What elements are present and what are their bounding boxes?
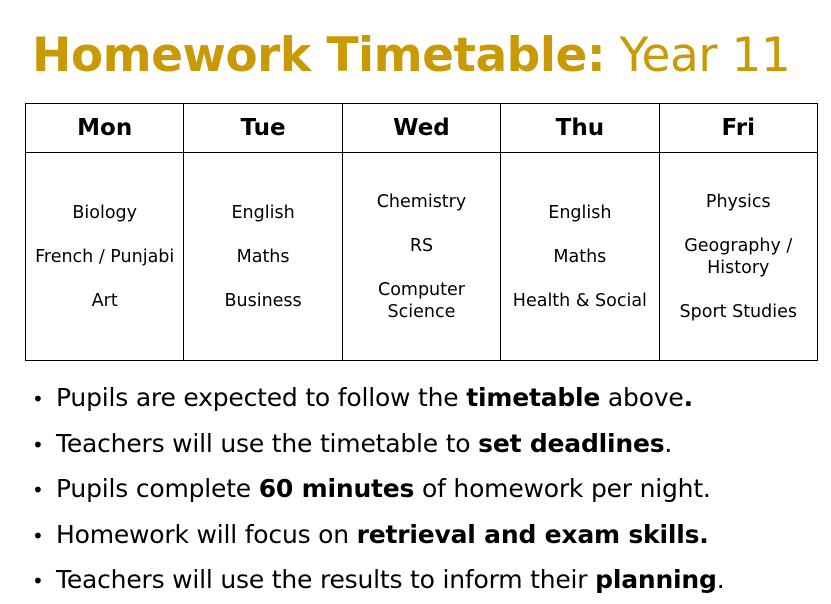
subject-item: Biology <box>72 202 137 223</box>
subject-item: French / Punjabi <box>35 246 175 267</box>
subject-item: Art <box>91 290 118 311</box>
rule-item <box>32 422 724 468</box>
subject-list <box>343 191 500 323</box>
homework-rules-list <box>32 376 724 604</box>
rule-text: Pupils complete <box>56 474 259 503</box>
rule-text: Pupils are expected to follow the <box>56 383 467 412</box>
subject-item: Chemistry <box>376 191 467 212</box>
subject-item: Business <box>224 290 302 311</box>
page-title <box>32 22 790 90</box>
rule-text-end: . <box>716 565 725 594</box>
subject-item: English <box>548 202 612 223</box>
day-header-wed: Wed <box>342 104 500 153</box>
title-year: Year 11 <box>605 28 791 83</box>
bullet-icon: • <box>32 387 44 411</box>
bullet-icon: • <box>32 523 44 548</box>
rule-item <box>32 513 724 559</box>
day-header-fri: Fri <box>659 104 817 153</box>
timetable-subject-row <box>26 153 818 361</box>
homework-timetable <box>25 103 818 361</box>
bullet-icon: • <box>32 432 44 457</box>
day-cell-wed <box>342 153 500 361</box>
subject-item: Physics <box>705 191 771 212</box>
day-header-tue: Tue <box>184 104 342 153</box>
day-cell-tue <box>184 153 342 361</box>
subject-item: RS <box>409 235 434 256</box>
rule-emphasis: 60 minutes <box>258 474 415 503</box>
subject-item: Sport Studies <box>679 301 798 322</box>
rule-item <box>32 376 724 422</box>
bullet-icon: • <box>32 478 44 502</box>
subject-list <box>501 202 658 312</box>
day-header-mon: Mon <box>26 104 184 153</box>
bullet-icon: • <box>32 569 44 593</box>
day-header-thu: Thu <box>501 104 659 153</box>
rule-item <box>32 467 724 513</box>
subject-item: English <box>231 202 295 223</box>
subject-list <box>26 202 183 312</box>
rule-item <box>32 558 724 604</box>
subject-item: Geography / History <box>684 235 793 278</box>
rule-emphasis: set deadlines <box>478 428 665 458</box>
timetable-header-row <box>26 104 818 153</box>
rule-text-end: above <box>600 383 684 412</box>
subject-item: Computer Science <box>377 279 465 322</box>
subject-item: Maths <box>236 246 290 267</box>
rule-text-end: . <box>664 428 673 458</box>
title-main: Homework Timetable: <box>32 28 606 83</box>
rule-emphasis: planning <box>595 565 717 594</box>
day-cell-mon <box>26 153 184 361</box>
day-cell-fri <box>659 153 817 361</box>
subject-item: Health & Social <box>512 290 647 311</box>
subject-list <box>184 202 341 312</box>
rule-text-end: of homework per night. <box>414 474 711 503</box>
rule-text: Homework will focus on <box>56 519 357 549</box>
rule-emphasis-end: . <box>683 383 693 412</box>
subject-item: Maths <box>553 246 607 267</box>
rule-text: Teachers will use the timetable to <box>56 428 479 458</box>
day-cell-thu <box>501 153 659 361</box>
rule-text: Teachers will use the results to inform their <box>56 565 596 594</box>
rule-emphasis: timetable <box>466 383 601 412</box>
rule-emphasis: retrieval and exam skills. <box>356 519 709 549</box>
subject-list <box>660 191 817 323</box>
